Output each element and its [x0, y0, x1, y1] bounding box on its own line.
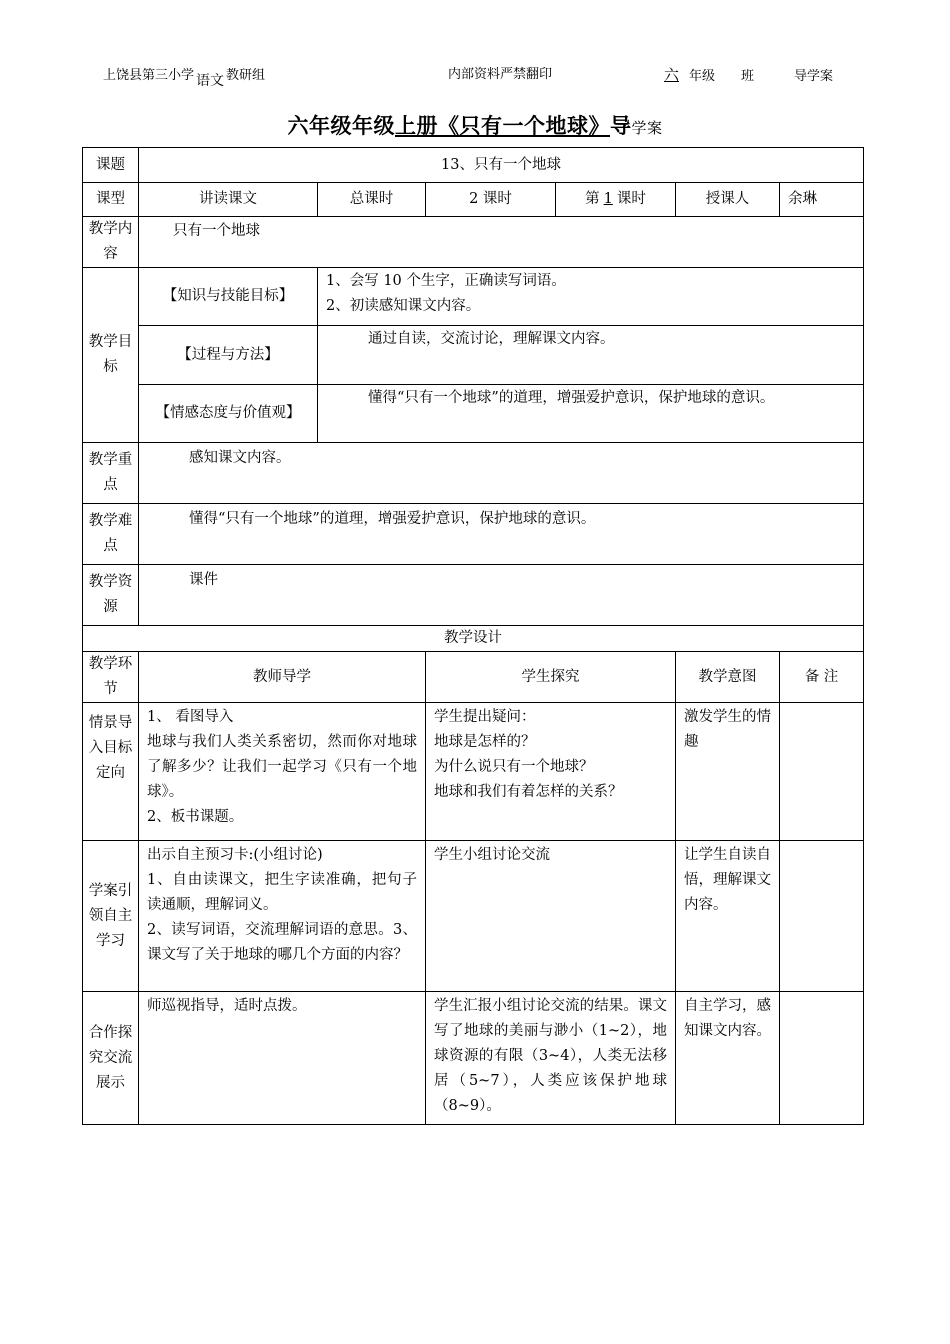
doc-type: 导学案	[794, 69, 834, 84]
key-points-label: 教学重点	[83, 443, 139, 504]
stage-cell: 合作探究交流展示	[83, 992, 139, 1125]
goals-label: 教学目标	[83, 268, 139, 443]
student-cell	[426, 841, 676, 992]
page-title	[0, 110, 950, 140]
row-goal-process	[83, 326, 864, 385]
title-part-plan: 学案	[631, 119, 663, 137]
intent-cell: 自主学习，感知课文内容。	[676, 992, 780, 1125]
intent-cell: 激发学生的情趣	[676, 703, 780, 841]
header-teacher: 教师导学	[139, 652, 426, 703]
title-part-lesson: 《只有一个地球》	[437, 113, 610, 138]
emotion-goal-value: 懂得“只有一个地球”的道理，增强爱护意识，保护地球的意识。	[318, 385, 864, 443]
teacher-line: 地球与我们人类关系密切，然而你对地球了解多少？让我们一起学习《只有一个地球》。	[147, 734, 417, 800]
student-line: 为什么说只有一个地球？	[434, 759, 594, 775]
stage-cell: 情景导入目标定向	[83, 703, 139, 841]
note-cell	[780, 703, 864, 841]
row-resources	[83, 565, 864, 626]
grade-value: 六	[664, 66, 680, 84]
knowledge-goal-1: 1、会写 10 个生字，正确读写词语。	[326, 273, 566, 289]
period-cell	[556, 183, 676, 217]
header-student: 学生探究	[426, 652, 676, 703]
period-number: 1	[603, 191, 613, 207]
row-content	[83, 217, 864, 268]
row-topic	[83, 148, 864, 183]
teacher-cell	[139, 992, 426, 1125]
student-line: 学生汇报小组讨论交流的结果。课文写了地球的美丽与渺小（1~2），地球资源的有限（3~4），人类无法移居（5~7），人类应该保护地球（8~9）。	[434, 998, 667, 1114]
class-label: 班	[741, 69, 755, 84]
teacher-name: 余琳	[780, 183, 864, 217]
process-goal-label: 【过程与方法】	[139, 326, 318, 385]
process-goal-value: 通过自读，交流讨论，理解课文内容。	[318, 326, 864, 385]
teacher-line: 2、板书课题。	[147, 809, 244, 825]
grade-label: 年级	[689, 69, 716, 84]
row-goal-knowledge	[83, 268, 864, 326]
header-left	[103, 66, 266, 89]
stage-cell: 学案引领自主学习	[83, 841, 139, 992]
emotion-goal-label: 【情感态度与价值观】	[139, 385, 318, 443]
intent-cell: 让学生自读自悟，理解课文内容。	[676, 841, 780, 992]
period-suffix: 课时	[616, 191, 646, 207]
teacher-line: 出示自主预习卡:(小组讨论)	[147, 847, 323, 863]
table-row	[83, 703, 864, 841]
teacher-cell	[139, 703, 426, 841]
type-value: 讲读课文	[139, 183, 318, 217]
topic-value: 13、只有一个地球	[139, 148, 864, 183]
type-label: 课型	[83, 183, 139, 217]
resources-label: 教学资源	[83, 565, 139, 626]
row-key-points	[83, 443, 864, 504]
row-type	[83, 183, 864, 217]
content-label: 教学内容	[83, 217, 139, 268]
header-notice: 内部资料严禁翻印	[448, 67, 553, 82]
topic-label: 课题	[83, 148, 139, 183]
student-line: 地球是怎样的？	[434, 734, 536, 750]
header-intent: 教学意图	[676, 652, 780, 703]
research-group: 教研组	[226, 68, 266, 83]
title-part-guide: 导	[609, 113, 632, 138]
difficulties-label: 教学难点	[83, 504, 139, 565]
header-right	[664, 66, 833, 86]
note-cell	[780, 841, 864, 992]
subject-name: 语文	[196, 73, 225, 89]
resources-value: 课件	[139, 565, 864, 626]
student-line: 学生小组讨论交流	[434, 847, 550, 863]
table-row	[83, 841, 864, 992]
header-note: 备 注	[780, 652, 864, 703]
school-name: 上饶县第三小学	[103, 68, 195, 83]
teacher-line: 1、自由读课文，把生字读准确，把句子读通顺，理解词义。	[147, 872, 417, 913]
student-cell	[426, 992, 676, 1125]
knowledge-goal-value	[318, 268, 864, 326]
header-stage: 教学环节	[83, 652, 139, 703]
period-prefix: 第	[585, 191, 600, 207]
teacher-label: 授课人	[676, 183, 780, 217]
design-title: 教学设计	[83, 626, 864, 652]
student-line: 地球和我们有着怎样的关系？	[434, 784, 623, 800]
teacher-cell	[139, 841, 426, 992]
key-points-value: 感知课文内容。	[139, 443, 864, 504]
table-row	[83, 992, 864, 1125]
difficulties-value: 懂得“只有一个地球”的道理，增强爱护意识，保护地球的意识。	[139, 504, 864, 565]
row-design-title	[83, 626, 864, 652]
content-value: 只有一个地球	[139, 217, 864, 268]
row-difficulties	[83, 504, 864, 565]
teacher-line: 1、 看图导入	[147, 709, 234, 725]
row-design-headers	[83, 652, 864, 703]
teacher-line: 2、读写词语，交流理解词语的意思。3、课文写了关于地球的哪几个方面的内容？	[147, 922, 417, 963]
teacher-line: 师巡视指导，适时点拨。	[147, 998, 307, 1014]
student-cell	[426, 703, 676, 841]
total-hours-value: 2 课时	[426, 183, 556, 217]
student-line: 学生提出疑问：	[434, 709, 536, 725]
note-cell	[780, 992, 864, 1125]
title-part-grade: 六年级年级	[287, 113, 395, 138]
row-goal-emotion	[83, 385, 864, 443]
knowledge-goal-label: 【知识与技能目标】	[139, 268, 318, 326]
knowledge-goal-2: 2、初读感知课文内容。	[326, 298, 481, 314]
lesson-plan-table	[82, 147, 864, 1125]
total-hours-label: 总课时	[318, 183, 426, 217]
title-part-volume: 上册	[394, 113, 438, 138]
